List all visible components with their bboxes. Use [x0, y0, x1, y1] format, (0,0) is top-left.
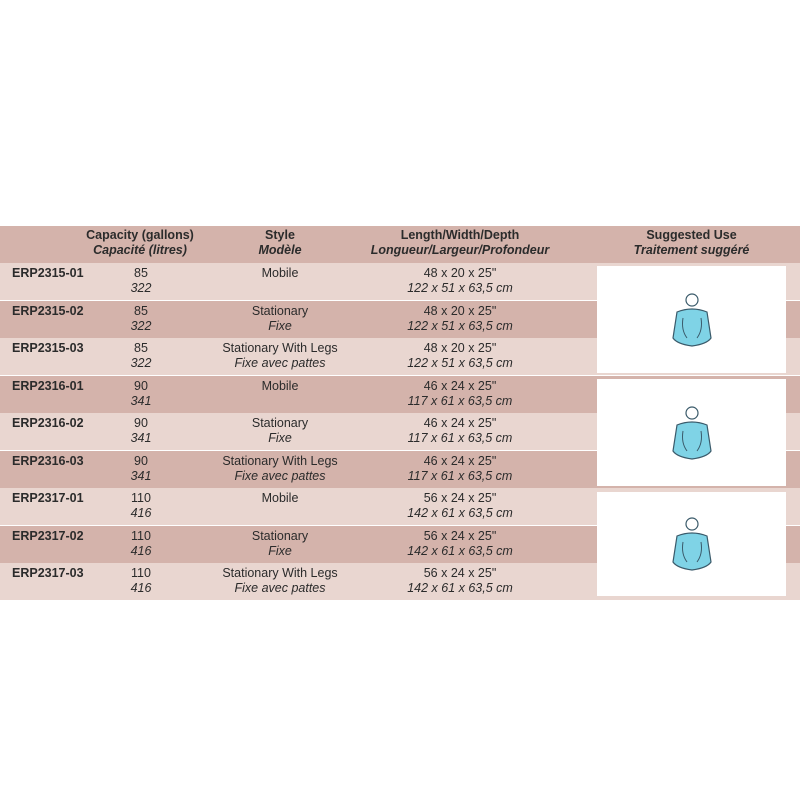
dimensions-cell	[375, 529, 545, 559]
style-fr: Fixe avec pattes	[234, 469, 326, 483]
header-dimensions	[365, 228, 555, 258]
capacity-litres: 341	[130, 469, 152, 483]
capacity-gallons: 85	[134, 304, 148, 318]
header-use-en: Suggested Use	[646, 228, 737, 242]
capacity-cell	[130, 379, 152, 409]
style-fr: Fixe	[268, 431, 292, 445]
capacity-cell	[130, 566, 152, 596]
capacity-gallons: 90	[134, 454, 148, 468]
dimensions-cm: 122 x 51 x 63,5 cm	[407, 356, 513, 370]
capacity-cell	[130, 341, 152, 371]
suggested-use-box	[597, 492, 786, 596]
header-capacity-fr: Capacité (litres)	[93, 243, 187, 257]
dimensions-cell	[375, 266, 545, 296]
capacity-gallons: 85	[134, 266, 148, 280]
sku-cell: ERP2316-02	[12, 416, 84, 430]
style-en: Mobile	[261, 491, 299, 505]
style-cell	[200, 266, 360, 281]
capacity-litres: 322	[130, 319, 152, 333]
dimensions-cm: 117 x 61 x 63,5 cm	[407, 431, 513, 445]
style-en: Stationary	[251, 529, 309, 543]
capacity-gallons: 85	[134, 341, 148, 355]
dimensions-inches: 48 x 20 x 25"	[423, 266, 497, 280]
capacity-gallons: 90	[134, 416, 148, 430]
dimensions-inches: 46 x 24 x 25"	[423, 379, 497, 393]
header-style-en: Style	[265, 228, 295, 242]
style-en: Stationary With Legs	[222, 341, 338, 355]
dimensions-cell	[375, 454, 545, 484]
dimensions-cm: 122 x 51 x 63,5 cm	[407, 319, 513, 333]
dimensions-cm: 142 x 61 x 63,5 cm	[407, 506, 513, 520]
style-cell	[200, 566, 360, 596]
capacity-litres: 322	[130, 281, 152, 295]
sku-cell: ERP2317-03	[12, 566, 84, 580]
style-cell	[200, 341, 360, 371]
dimensions-cell	[375, 491, 545, 521]
style-cell	[200, 416, 360, 446]
header-capacity-en: Capacity (gallons)	[86, 228, 194, 242]
style-en: Mobile	[261, 379, 299, 393]
dimensions-cm: 122 x 51 x 63,5 cm	[407, 281, 513, 295]
suggested-use-box	[597, 266, 786, 373]
capacity-gallons: 90	[134, 379, 148, 393]
dimensions-cell	[375, 416, 545, 446]
dimensions-cell	[375, 379, 545, 409]
capacity-cell	[130, 529, 152, 559]
dimensions-inches: 46 x 24 x 25"	[423, 416, 497, 430]
header-capacity	[75, 228, 205, 258]
table-header	[0, 226, 800, 263]
header-dimensions-fr: Longueur/Largeur/Profondeur	[370, 243, 550, 257]
capacity-litres: 416	[130, 581, 152, 595]
style-fr: Fixe avec pattes	[234, 356, 326, 370]
style-fr: Fixe	[268, 319, 292, 333]
capacity-cell	[130, 266, 152, 296]
capacity-gallons: 110	[131, 491, 151, 505]
sku-cell: ERP2315-03	[12, 341, 84, 355]
style-cell	[200, 379, 360, 394]
torso-icon	[667, 516, 717, 572]
style-en: Stationary	[251, 416, 309, 430]
sku-cell: ERP2316-03	[12, 454, 84, 468]
dimensions-cm: 142 x 61 x 63,5 cm	[407, 581, 513, 595]
header-style	[200, 228, 360, 258]
torso-icon	[667, 405, 717, 461]
style-en: Stationary With Legs	[222, 454, 338, 468]
dimensions-cell	[375, 304, 545, 334]
dimensions-inches: 56 x 24 x 25"	[423, 529, 497, 543]
header-use-fr: Traitement suggéré	[633, 243, 750, 257]
dimensions-cell	[375, 566, 545, 596]
style-fr: Fixe	[268, 544, 292, 558]
sku-cell: ERP2315-01	[12, 266, 84, 280]
capacity-litres: 341	[130, 394, 152, 408]
capacity-cell	[130, 416, 152, 446]
sku-cell: ERP2315-02	[12, 304, 84, 318]
capacity-litres: 341	[130, 431, 152, 445]
header-suggested-use	[597, 228, 786, 258]
style-cell	[200, 454, 360, 484]
dimensions-cm: 117 x 61 x 63,5 cm	[407, 469, 513, 483]
torso-icon	[667, 292, 717, 348]
dimensions-inches: 56 x 24 x 25"	[423, 491, 497, 505]
style-en: Stationary With Legs	[222, 566, 338, 580]
sku-cell: ERP2316-01	[12, 379, 84, 393]
capacity-cell	[130, 491, 152, 521]
dimensions-cell	[375, 341, 545, 371]
capacity-litres: 322	[130, 356, 152, 370]
suggested-use-box	[597, 379, 786, 486]
sku-cell: ERP2317-01	[12, 491, 84, 505]
dimensions-inches: 56 x 24 x 25"	[423, 566, 497, 580]
capacity-gallons: 110	[131, 566, 151, 580]
capacity-cell	[130, 454, 152, 484]
dimensions-inches: 48 x 20 x 25"	[423, 341, 497, 355]
dimensions-cm: 142 x 61 x 63,5 cm	[407, 544, 513, 558]
capacity-litres: 416	[130, 544, 152, 558]
style-cell	[200, 304, 360, 334]
product-table	[0, 226, 800, 600]
sku-cell: ERP2317-02	[12, 529, 84, 543]
style-fr: Fixe avec pattes	[234, 581, 326, 595]
dimensions-cm: 117 x 61 x 63,5 cm	[407, 394, 513, 408]
capacity-litres: 416	[130, 506, 152, 520]
capacity-cell	[130, 304, 152, 334]
dimensions-inches: 46 x 24 x 25"	[423, 454, 497, 468]
style-cell	[200, 491, 360, 506]
header-style-fr: Modèle	[258, 243, 302, 257]
style-en: Mobile	[261, 266, 299, 280]
style-en: Stationary	[251, 304, 309, 318]
header-dimensions-en: Length/Width/Depth	[400, 228, 520, 242]
capacity-gallons: 110	[131, 529, 151, 543]
style-cell	[200, 529, 360, 559]
dimensions-inches: 48 x 20 x 25"	[423, 304, 497, 318]
